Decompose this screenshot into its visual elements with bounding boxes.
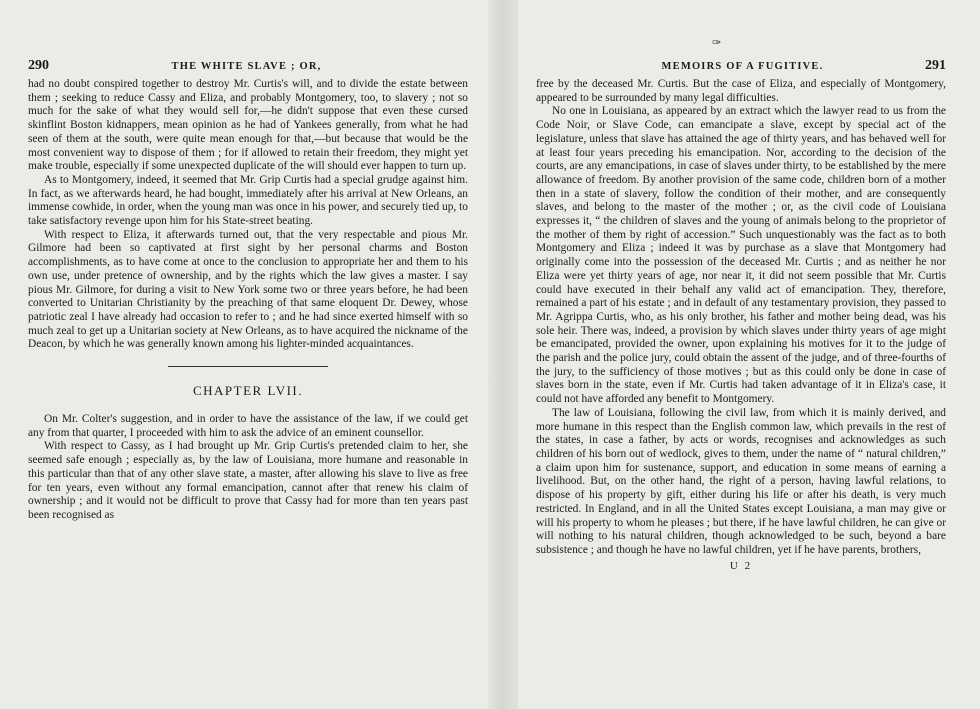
left-running-head	[28, 58, 468, 74]
right-page	[536, 58, 946, 572]
ink-mark: ✑	[712, 37, 722, 49]
paragraph: had no doubt conspired together to destroy Mr. Curtis's will, and to divide the estate between them ; seeking to reduce Cassy and Eliza, and probably Montgomery, too, to slavery ; not so much for the sake of what they would sell for,—he didn't suppose that even these cursed skinflint Boston kidnappers, mean opinion as he had of Yankees generally, from what he had seen of them at the south, were quite mean enough for that,—but because that would be the most convenient way to dispose of them ; for if allowed to retain their freedom, they might yet make trouble, especially if some unexpected duplicate of the will should ever happen to turn up.	[28, 78, 468, 173]
paragraph: The law of Louisiana, following the civil law, from which it is mainly derived, and more humane in this respect than the English common law, which prevails in the rest of the states, in case a father, by acts or words, recognises and acknowledges as such children of his born out of wedlock, gives to them, under the name of “ natural children,” a claim upon him for sustenance, support, and education in some means of earning a livelihood. But, on the other hand, the right of a person, having lawful relations, to dispose of his property by gift, either during his life or after his death, is very much restricted. In England, and in all the United States except Louisiana, a man may give or will his property to whom he pleases ; but there, if he have lawful children, he can give or will nothing to his natural children, though acknowledged to be such, beyond a bare subsistence ; and though he have no lawful children, yet if he have parents, brothers,	[536, 406, 946, 556]
left-body-text	[28, 78, 468, 352]
paragraph: On Mr. Colter's suggestion, and in order to have the assistance of the law, if we could get any from that quarter, I proceeded with him to ask the advice of an eminent counsellor.	[28, 413, 468, 439]
paragraph: With respect to Eliza, it afterwards turned out, that the very respectable and pious Mr. Gilmore had been so captivated at first sight by her personal charms and Boston accomplishments, as to have come at once to the conclusion to appropriate her and them to his own use, under pretence of ownership, and by the rights which the law gives a master. I say pious Mr. Gilmore, for during a visit to New York some two or three years before, he had been converted to Unitarian Christianity by the preaching of that same eloquent Dr. Dewey, whose patriotic zeal I have already had occasion to refer to ; and he had since exerted himself with so much zeal to get up a Unitarian society at New Orleans, as to have acquired the nickname of the Deacon, by which he was generally known among his lighter-minded acquaintances.	[28, 228, 468, 351]
section-divider	[168, 366, 328, 367]
right-page-number: 291	[924, 58, 946, 73]
right-running-head	[536, 58, 946, 74]
left-running-title: THE WHITE SLAVE ; OR,	[171, 61, 322, 72]
signature-mark: U 2	[729, 559, 753, 572]
left-page-number: 290	[28, 58, 49, 73]
left-page	[28, 58, 468, 523]
paragraph: free by the deceased Mr. Curtis. But the case of Eliza, and especially of Montgomery, appeared to be surrounded by many legal difficulties.	[536, 78, 946, 104]
chapter-body-text	[28, 413, 468, 523]
chapter-heading: CHAPTER LVII.	[192, 383, 304, 399]
paragraph: No one in Louisiana, as appeared by an extract which the lawyer read to us from the Code Noir, or Slave Code, can emancipate a slave, except by special act of the legislature, unless that slave has attained the age of thirty years, and has behaved well for at least four years preceding his emancipation. Nor, according to the decision of the courts, are any emancipations, in case of slaves under thirty, to be established by the mere allowance of freedom. By another provision of the same code, children born of a mother then in a state of slavery, follow the condition of their mother, and are consequently slaves, and belong to the master of the mother ; or, as the civil code of Louisiana expresses it, “ the children of slaves and the young of animals belong to the proprietor of the mother of them by right of accession.” Such unquestionably was the fact as to both Montgomery and Eliza ; indeed it was by purchase as a slave that Montgomery had originally come into the possession of the deceased Mr. Curtis ; and as neither he nor Eliza were yet thirty years of age, nor near it, it did not seem possible that Mr. Curtis could have executed in their behalf any valid act of emancipation. They, therefore, remained a part of his estate ; and in default of any testamentary provision, they passed to Mr. Agrippa Curtis, who, as his only brother, his father and mother being dead, was his sole heir. There was, indeed, a provision by which slaves under thirty years of age might be emancipated, provided the owner, upon explaining his motives for it to the judge of the parish and the police jury, could obtain the assent of the judge, and of three-fourths of the jury, to the sufficiency of those motives ; but as this could only be done in case of slaves born in the state, even if Mr. Curtis had taken advantage of it in Eliza's case, it could not have afforded any benefit to Montgomery.	[536, 105, 946, 406]
right-running-title: MEMOIRS OF A FUGITIVE.	[661, 61, 824, 72]
right-body-text	[536, 78, 946, 558]
paragraph: With respect to Cassy, as I had brought up Mr. Grip Curtis's pretended claim to her, she seemed safe enough ; especially as, by the law of Louisiana, more humane and reasonable in this particular than that of any other slave state, a master, after allowing his slave to live as free for ten years, even without any formal emancipation, cannot after that renew his claim of ownership ; and it would not be difficult to prove that Cassy had for more than ten years past been recognised as	[28, 440, 468, 521]
paragraph: As to Montgomery, indeed, it seemed that Mr. Grip Curtis had a special grudge against him. In fact, as we afterwards heard, he had bought, immediately after his arrival at New Orleans, an immense cowhide, in order, when the young man was once in his power, and securely tied up, to take satisfactory revenge upon him for his State-street beating.	[28, 173, 468, 228]
book-gutter	[488, 0, 518, 709]
